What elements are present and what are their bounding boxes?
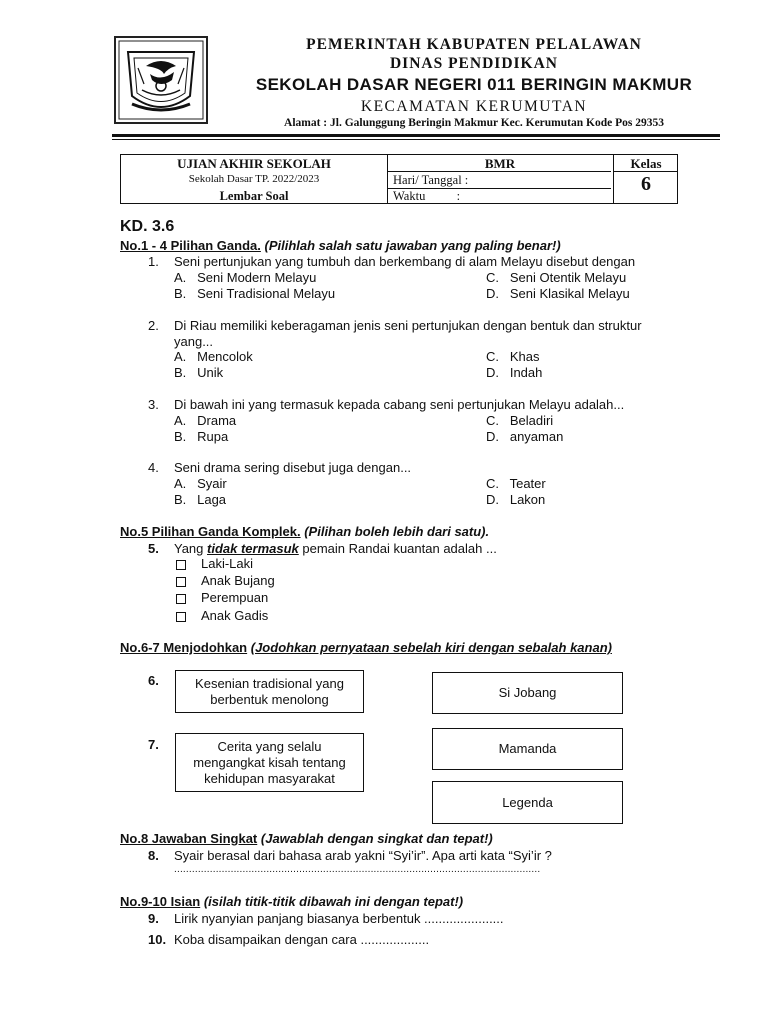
q5-option-1: Laki-Laki bbox=[201, 556, 254, 571]
section4-title: No.8 Jawaban Singkat bbox=[120, 831, 258, 846]
q2-option-b: B. Unik bbox=[174, 365, 224, 380]
q5-emphasis: tidak termasuk bbox=[207, 541, 299, 556]
department-name: DINAS PENDIDIKAN bbox=[389, 55, 558, 72]
subject-code: BMR bbox=[484, 156, 516, 171]
q2-option-c: C. Khas bbox=[486, 349, 540, 364]
kd-heading: KD. 3.6 bbox=[120, 218, 175, 235]
q9-text: Lirik nyanyian panjang biasanya berbentuk ...................... bbox=[174, 911, 504, 926]
q1-number: 1. bbox=[148, 254, 159, 269]
header-divider-thick bbox=[112, 134, 720, 137]
school-name: SEKOLAH DASAR NEGERI 011 BERINGIN MAKMUR bbox=[255, 75, 693, 94]
time-label: Waktu : bbox=[393, 189, 461, 203]
section5-instruction: (isilah titik-titik dibawah ini dengan tepat!) bbox=[203, 894, 464, 909]
q2-option-a: A. Mencolok bbox=[174, 349, 253, 364]
q2-text: Di Riau memiliki keberagaman jenis seni pertunjukan dengan bentuk dan struktur bbox=[174, 318, 642, 333]
q6-statement-box bbox=[175, 670, 364, 713]
section1-title: No.1 - 4 Pilihan Ganda. bbox=[120, 238, 261, 253]
q1-option-c: C. Seni Otentik Melayu bbox=[486, 270, 627, 285]
q3-number: 3. bbox=[148, 397, 159, 412]
answer-box-3[interactable] bbox=[432, 781, 623, 824]
section1-instruction: (Pilihlah salah satu jawaban yang paling benar!) bbox=[264, 238, 561, 253]
exam-info-table bbox=[120, 154, 678, 204]
regency-logo bbox=[114, 36, 208, 124]
government-name: PEMERINTAH KABUPATEN PELALAWAN bbox=[306, 36, 642, 53]
section5-title: No.9-10 Isian bbox=[120, 894, 201, 909]
q4-option-a: A. Syair bbox=[174, 476, 227, 491]
q10-number: 10. bbox=[148, 932, 167, 947]
sheet-label: Lembar Soal bbox=[219, 189, 289, 203]
q1-option-d: D. Seni Klasikal Melayu bbox=[486, 286, 630, 301]
section3-heading bbox=[120, 640, 612, 655]
q3-option-c: C. Beladiri bbox=[486, 413, 554, 428]
section5-heading bbox=[120, 894, 463, 909]
q5-checkbox-1[interactable] bbox=[176, 560, 186, 570]
q5-checkbox-2[interactable] bbox=[176, 577, 186, 587]
q3-option-a: A. Drama bbox=[174, 413, 237, 428]
answer-box-2-label: Mamanda bbox=[498, 741, 557, 756]
q4-option-b: B. Laga bbox=[174, 492, 227, 507]
answer-box-1[interactable] bbox=[432, 672, 623, 714]
q5-checkbox-4[interactable] bbox=[176, 612, 186, 622]
q8-text: Syair berasal dari bahasa arab yakni “Syi’ir”. Apa arti kata “Syi’ir ? bbox=[174, 848, 552, 863]
class-label: Kelas bbox=[630, 156, 662, 171]
q1-text: Seni pertunjukan yang tumbuh dan berkembang di alam Melayu disebut dengan bbox=[174, 254, 636, 269]
q7-statement-box bbox=[175, 733, 364, 792]
q5-text-post: pemain Randai kuantan adalah ... bbox=[298, 541, 497, 556]
q5-checkbox-3[interactable] bbox=[176, 594, 186, 604]
q5-number: 5. bbox=[148, 541, 159, 556]
q5-option-4: Anak Gadis bbox=[201, 608, 269, 623]
class-value: 6 bbox=[641, 173, 651, 195]
q5-option-2: Anak Bujang bbox=[201, 573, 275, 588]
section4-heading bbox=[120, 831, 493, 846]
q7-number: 7. bbox=[148, 737, 159, 752]
answer-box-3-label: Legenda bbox=[502, 794, 553, 810]
q5-text-pre: Yang bbox=[174, 541, 208, 556]
header-divider-thin bbox=[112, 139, 720, 140]
q5-option-3: Perempuan bbox=[201, 590, 269, 605]
answer-box-1-label: Si Jobang bbox=[498, 685, 557, 700]
q5-text bbox=[174, 541, 497, 556]
section1-heading bbox=[120, 238, 561, 253]
q4-option-c: C. Teater bbox=[486, 476, 546, 491]
day-date-label: Hari/ Tanggal : bbox=[393, 173, 469, 187]
section3-title: No.6-7 Menjodohkan bbox=[120, 640, 248, 655]
q3-text: Di bawah ini yang termasuk kepada cabang seni pertunjukan Melayu adalah... bbox=[174, 397, 625, 412]
section2-instruction: (Pilihan boleh lebih dari satu). bbox=[304, 524, 490, 539]
q4-option-d: D. Lakon bbox=[486, 492, 546, 507]
section4-instruction: (Jawablah dengan singkat dan tepat!) bbox=[260, 831, 493, 846]
school-year: Sekolah Dasar TP. 2022/2023 bbox=[188, 173, 320, 185]
section2-heading bbox=[120, 524, 489, 539]
q2-option-d: D. Indah bbox=[486, 365, 543, 380]
section2-title: No.5 Pilihan Ganda Komplek. bbox=[120, 524, 301, 539]
answer-box-2[interactable] bbox=[432, 728, 623, 770]
q6-statement: Kesenian tradisional yang berbentuk menolong bbox=[195, 675, 344, 707]
q4-number: 4. bbox=[148, 460, 159, 475]
q7-statement: Cerita yang selalu mengangkat kisah tentang kehidupan masyarakat bbox=[193, 738, 346, 786]
q1-option-b: B. Seni Tradisional Melayu bbox=[174, 286, 336, 301]
district-name: KECAMATAN KERUMUTAN bbox=[360, 98, 588, 115]
q10-text: Koba disampaikan dengan cara ................... bbox=[174, 932, 430, 947]
q8-number: 8. bbox=[148, 848, 159, 863]
q4-text: Seni drama sering disebut juga dengan... bbox=[174, 460, 412, 475]
q9-number: 9. bbox=[148, 911, 159, 926]
school-address: Alamat : Jl. Galunggung Beringin Makmur Kec. Kerumutan Kode Pos 29353 bbox=[284, 117, 664, 129]
exam-title: UJIAN AKHIR SEKOLAH bbox=[177, 156, 331, 171]
q8-answer-line[interactable]: ........................................................................................................................... bbox=[174, 864, 541, 875]
q2-number: 2. bbox=[148, 318, 159, 333]
regency-emblem-icon bbox=[116, 38, 206, 122]
q6-number: 6. bbox=[148, 673, 159, 688]
q2-text-cont: yang... bbox=[174, 334, 214, 349]
q3-option-b: B. Rupa bbox=[174, 429, 229, 444]
q1-option-a: A. Seni Modern Melayu bbox=[174, 270, 317, 285]
q3-option-d: D. anyaman bbox=[486, 429, 564, 444]
section3-instruction: (Jodohkan pernyataan sebelah kiri dengan sebalah kanan) bbox=[250, 640, 612, 655]
